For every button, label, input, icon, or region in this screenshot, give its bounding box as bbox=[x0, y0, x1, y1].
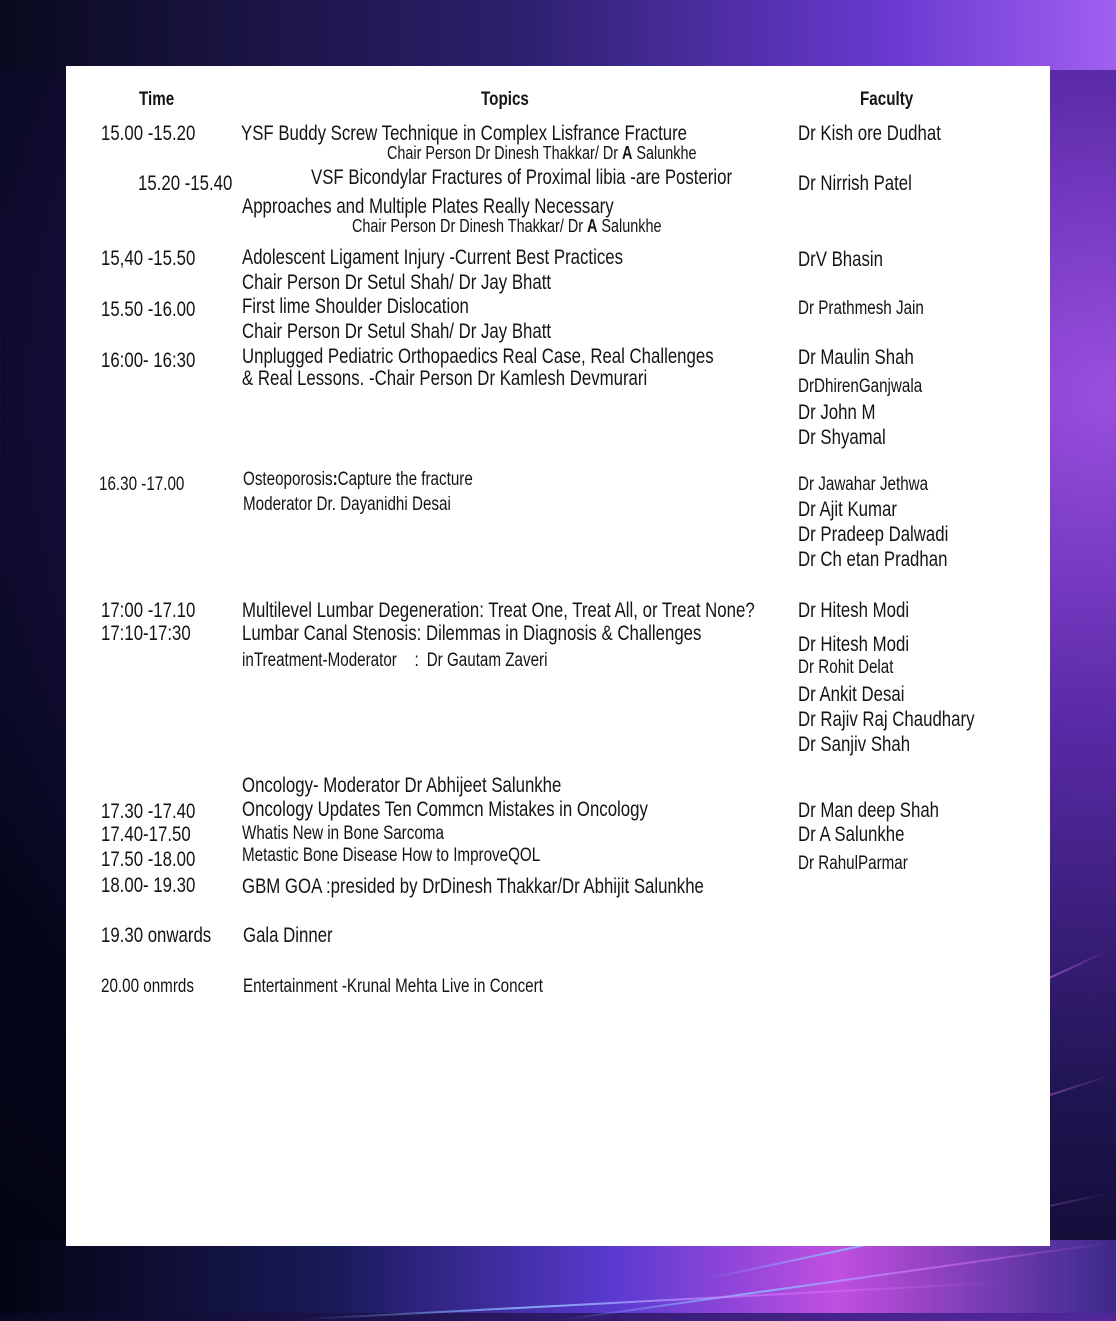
row-topic-cont: inTreatment-Moderator : Dr Gautam Zaveri bbox=[242, 650, 548, 671]
row-chair: Chair Person Dr Setul Shah/ Dr Jay Bhatt bbox=[242, 271, 552, 294]
faculty-name: Dr Shyamal bbox=[798, 426, 886, 449]
faculty-name: Dr Prathmesh Jain bbox=[798, 298, 924, 319]
row-topic: Metastic Bone Disease How to ImproveQOL bbox=[242, 845, 541, 866]
row-topic: GBM GOA :presided by DrDinesh Thakkar/Dr Abhijit Salunkhe bbox=[242, 875, 704, 898]
faculty-name: Dr Man deep Shah bbox=[798, 799, 940, 822]
faculty-name: Dr Ajit Kumar bbox=[798, 498, 897, 521]
faculty-name: Dr Hitesh Modi bbox=[798, 633, 910, 656]
row-topic: Adolescent Ligament Injury -Current Best Practices bbox=[242, 246, 623, 269]
row-chair: Chair Person Dr Dinesh Thakkar/ Dr A Salunkhe bbox=[387, 143, 697, 163]
row-time: 17.30 -17.40 bbox=[101, 800, 196, 823]
row-topic-cont: Approaches and Multiple Plates Really Necessary bbox=[242, 195, 614, 218]
faculty-name: Dr Ankit Desai bbox=[798, 683, 905, 706]
row-time: 15.50 -16.00 bbox=[101, 298, 196, 321]
row-topic: Whatis New in Bone Sarcoma bbox=[242, 823, 444, 844]
faculty-name: Dr RahulParmar bbox=[798, 853, 908, 874]
faculty-name: Dr Kish ore Dudhat bbox=[798, 122, 941, 145]
faculty-name: DrDhirenGanjwala bbox=[798, 376, 923, 397]
row-topic: YSF Buddy Screw Technique in Complex Lisfrance Fracture bbox=[241, 122, 688, 145]
row-moderator: Moderator Dr. Dayanidhi Desai bbox=[243, 494, 451, 515]
row-time: 17:00 -17.10 bbox=[101, 599, 196, 622]
row-topic: Gala Dinner bbox=[243, 924, 333, 947]
row-topic: Osteoporosis:Capture the fracture bbox=[243, 469, 473, 490]
row-time: 16.30 -17.00 bbox=[99, 474, 185, 495]
row-time: 15,40 -15.50 bbox=[101, 247, 196, 270]
row-topic: Oncology Updates Ten Commcn Mistakes in Oncology bbox=[242, 798, 648, 821]
row-topic: VSF Bicondylar Fractures of Proximal libia -are Posterior bbox=[311, 166, 733, 189]
faculty-name: Dr Nirrish Patel bbox=[798, 172, 912, 195]
row-time: 17:10-17:30 bbox=[101, 622, 191, 645]
faculty-name: Dr Hitesh Modi bbox=[798, 599, 910, 622]
faculty-name: Dr Pradeep Dalwadi bbox=[798, 523, 949, 546]
row-time: 17.40-17.50 bbox=[101, 823, 191, 846]
row-time: 19.30 onwards bbox=[101, 924, 212, 947]
light-streak bbox=[563, 1241, 1114, 1320]
header-topics: Topics bbox=[481, 89, 529, 110]
faculty-name: DrV Bhasin bbox=[798, 248, 883, 271]
row-time: 17.50 -18.00 bbox=[101, 848, 196, 871]
faculty-name: Dr Ch etan Pradhan bbox=[798, 548, 948, 571]
row-topic: Unplugged Pediatric Orthopaedics Real Case, Real Challenges bbox=[242, 345, 714, 368]
row-topic: Multilevel Lumbar Degeneration: Treat One, Treat All, or Treat None? bbox=[242, 599, 755, 622]
faculty-name: Dr A Salunkhe bbox=[798, 823, 905, 846]
background-top-glow bbox=[0, 0, 1116, 70]
faculty-name: Dr John M bbox=[798, 401, 876, 424]
row-time: 18.00- 19.30 bbox=[101, 874, 196, 897]
row-time: 15.00 -15.20 bbox=[101, 122, 196, 145]
faculty-name: Dr Sanjiv Shah bbox=[798, 733, 911, 756]
row-topic: Entertainment -Krunal Mehta Live in Concert bbox=[243, 976, 543, 997]
row-topic: First lime Shoulder Dislocation bbox=[242, 295, 469, 318]
row-time: 20.00 onmrds bbox=[101, 976, 194, 997]
light-streak bbox=[300, 1282, 999, 1321]
session-heading: Oncology- Moderator Dr Abhijeet Salunkhe bbox=[242, 774, 562, 797]
row-time: 15.20 -15.40 bbox=[138, 172, 233, 195]
row-chair: Chair Person Dr Setul Shah/ Dr Jay Bhatt bbox=[242, 320, 552, 343]
row-topic-cont: & Real Lessons. -Chair Person Dr Kamlesh Devmurari bbox=[242, 367, 648, 390]
schedule-sheet bbox=[66, 66, 1050, 1246]
faculty-name: Dr Rohit Delat bbox=[798, 657, 894, 678]
row-chair: Chair Person Dr Dinesh Thakkar/ Dr A Salunkhe bbox=[352, 216, 662, 236]
header-faculty: Faculty bbox=[860, 89, 914, 110]
row-topic: Lumbar Canal Stenosis: Dilemmas in Diagnosis & Challenges bbox=[242, 622, 702, 645]
row-time: 16:00- 16:30 bbox=[101, 349, 196, 372]
header-time: Time bbox=[139, 89, 175, 110]
faculty-name: Dr Maulin Shah bbox=[798, 346, 914, 369]
faculty-name: Dr Rajiv Raj Chaudhary bbox=[798, 708, 975, 731]
faculty-name: Dr Jawahar Jethwa bbox=[798, 474, 929, 495]
background-bottom-glow bbox=[0, 1240, 1116, 1313]
